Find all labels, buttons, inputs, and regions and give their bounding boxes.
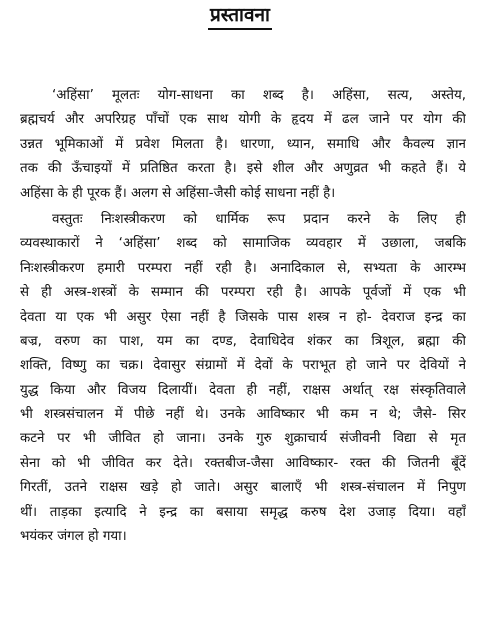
paragraph-2 <box>20 208 466 549</box>
page-title-text: प्रस्तावना <box>208 3 272 30</box>
paragraph-line: देवता या एक भी असुर ऐसा नहीं है जिसके पास शस्त्र न हो- देवराज इन्द्र का <box>20 309 466 325</box>
paragraph-line: व्यवस्थाकारों ने ‘अहिंसा’ शब्द को सामाजिक व्यवहार में उछाला, जबकि <box>20 236 466 252</box>
paragraph-line: ब्रह्मचर्य और अपरिग्रह पाँचों एक साथ योगी के हृदय में ढल जाने पर योग की <box>20 112 466 128</box>
paragraph-line: भी शस्त्रसंचालन में पीछे नहीं थे। उनके आविष्कार भी कम न थे; जैसे- सिर <box>20 407 466 423</box>
paragraph-line: बज्र, वरुण का पाश, यम का दण्ड, देवाधिदेव शंकर का त्रिशूल, ब्रह्मा की <box>20 333 466 349</box>
paragraph-line: गिरतीं, उतने राक्षस खड़े हो जाते। असुर बालाएँ भी शस्त्र-संचालन में निपुण <box>20 480 466 496</box>
paragraph-line: तक की ऊँचाइयों में प्रतिष्ठित करता है। इसे शील और अणुव्रत भी कहते हैं। ये <box>20 161 466 177</box>
paragraph-line: सेना को भी जीवित कर देते। रक्तबीज-जैसा आविष्कार- रक्त की जितनी बूँदें <box>20 455 466 471</box>
paragraph-line: निःशस्त्रीकरण हमारी परम्परा नहीं रही है। अनादिकाल से, सभ्यता के आरम्भ <box>20 260 466 276</box>
paragraph-line: कटने पर भी जीवित हो जाना। उनके गुरु शुक्राचार्य संजीवनी विद्या से मृत <box>20 431 466 447</box>
paragraph-line: से ही अस्त्र-शस्त्रों के सम्मान की परम्परा रही है। आपके पूर्वजों में एक भी <box>20 285 466 301</box>
body-text <box>20 84 466 549</box>
paragraph-line: थीं। ताड़का इत्यादि ने इन्द्र का बसाया समृद्ध करुष देश उजाड़ दिया। वहाँ <box>20 504 466 520</box>
paragraph-line: युद्ध किया और विजय दिलायीं। देवता ही नहीं, राक्षस अर्थात् रक्ष संस्कृतिवाले <box>20 382 466 398</box>
paragraph-line: उन्नत भूमिकाओं में प्रवेश मिलता है। धारणा, ध्यान, समाधि और कैवल्य ज्ञान <box>20 136 466 152</box>
paragraph-line: वस्तुतः निःशस्त्रीकरण को धार्मिक रूप प्रदान करने के लिए ही <box>52 211 466 227</box>
page-title <box>0 3 480 30</box>
paragraph-line: ‘अहिंसा’ मूलतः योग-साधना का शब्द है। अहिंसा, सत्य, अस्तेय, <box>52 88 466 103</box>
paragraph-line: अहिंसा के ही पूरक हैं। अलग से अहिंसा-जैसी कोई साधना नहीं है। <box>20 185 336 201</box>
paragraph-line: भयंकर जंगल हो गया। <box>20 529 127 545</box>
paragraph-line: शक्ति, विष्णु का चक्र। देवासुर संग्रामों में देवों के पराभूत हो जाने पर देवियों ने <box>20 358 466 374</box>
paragraph-1 <box>20 84 466 206</box>
